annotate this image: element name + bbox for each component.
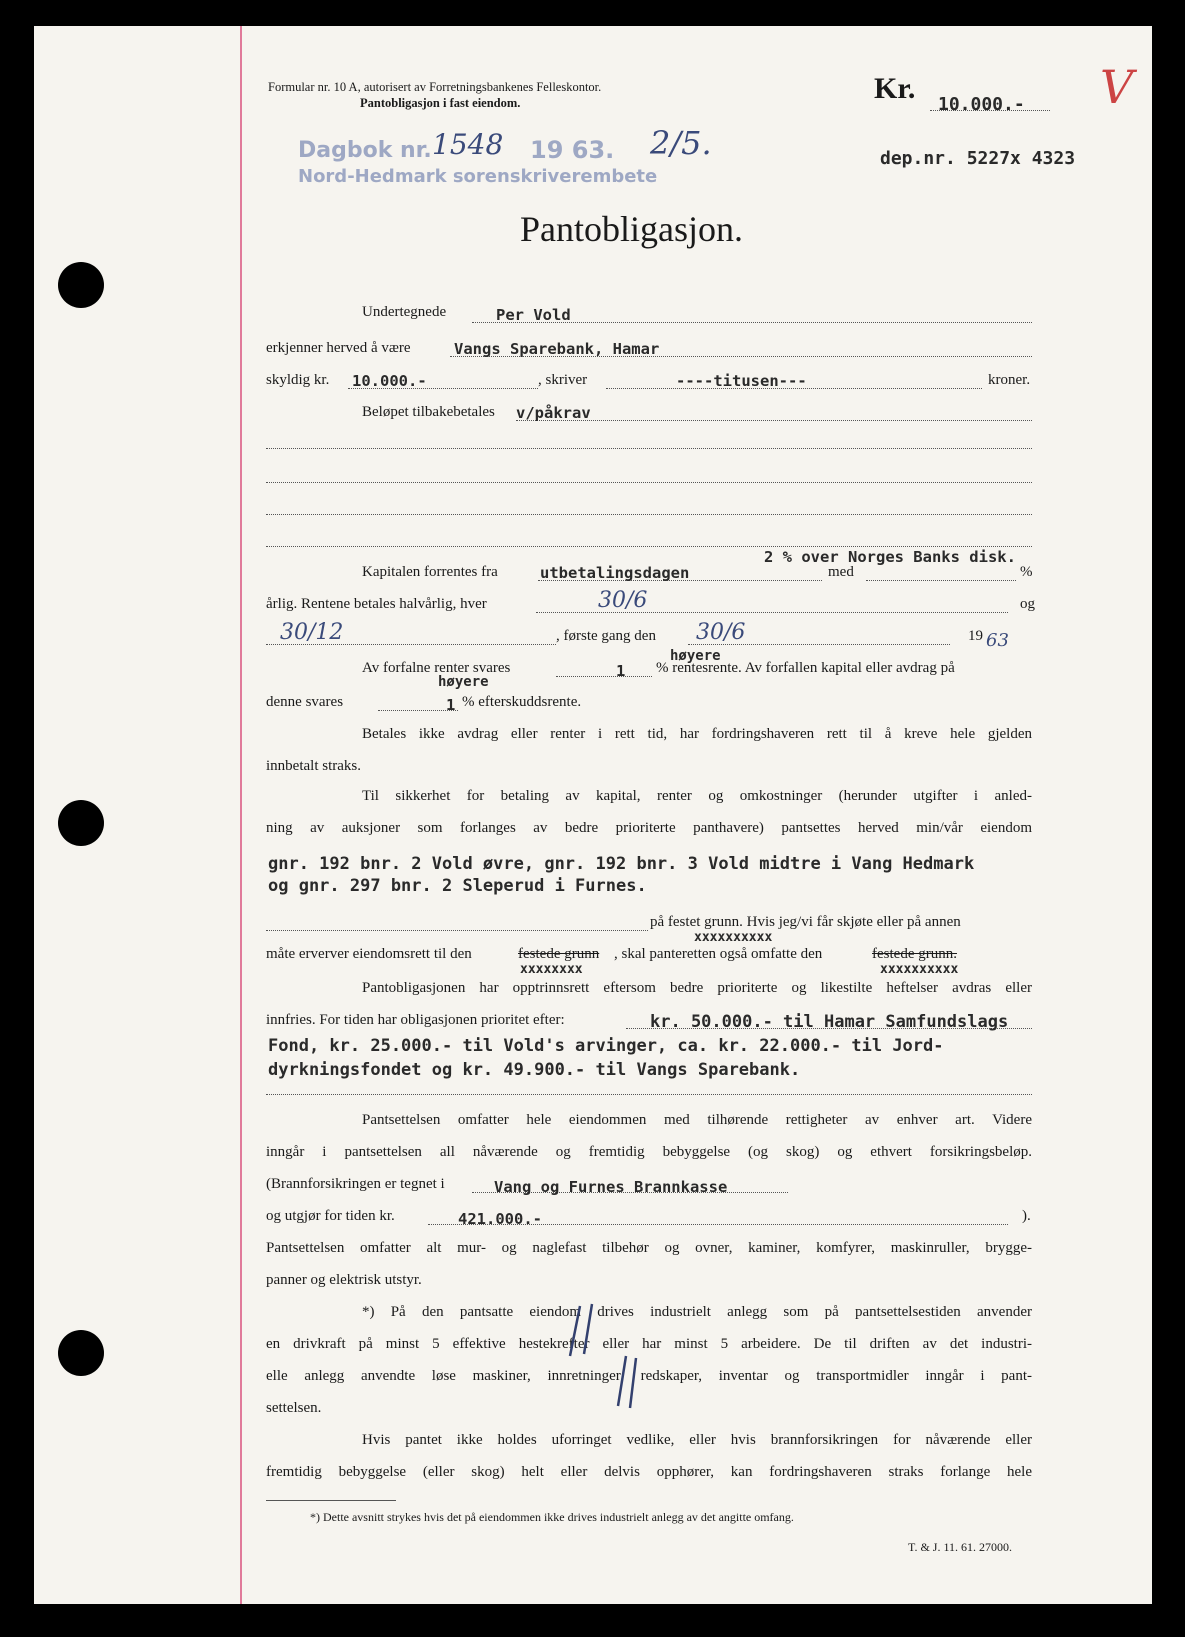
med-label: med (828, 564, 854, 580)
punch-hole (58, 1330, 104, 1376)
industri-line-1: *) På den pantsatte eiendom drives industrielt anlegg som på pantsettelsestiden anvender (362, 1304, 1032, 1320)
rentesrente-label: % rentesrente. Av forfallen kapital eller avdrag på (656, 660, 955, 676)
utgjor-end: ). (1022, 1208, 1031, 1224)
property-line-2: og gnr. 297 bnr. 2 Sleperud i Furnes. (268, 876, 647, 896)
hoyere-1: høyere (670, 648, 721, 664)
utgjor-label: og utgjør for tiden kr. (266, 1208, 395, 1224)
date-3: 30/6 (696, 620, 746, 645)
strike-marks (560, 1296, 650, 1416)
blank-line (266, 514, 1032, 515)
strike-x-2: xxxxxxxx (520, 962, 583, 977)
industri-line-2: en drivkraft på minst 5 effektive hestekrefter eller har minst 5 arbeidere. De til driften av det industri- (266, 1336, 1032, 1352)
vedlike-line-2: fremtidig bebyggelse (eller skog) helt eller delvis opphører, kan fordringshaveren straks forlange hele (266, 1464, 1032, 1480)
punch-hole (58, 262, 104, 308)
grunn-line-2c: , skal panteretten også omfatte den (614, 946, 823, 962)
kapitalen-label: Kapitalen forrentes fra (362, 564, 498, 580)
stamp-date: 2/5. (650, 124, 712, 162)
grunn-line-2a: måte erverver eiendomsrett til den (266, 946, 472, 962)
kapitalen-value: utbetalingsdagen (540, 564, 690, 582)
forste-label: , første gang den (556, 628, 656, 644)
form-header-line2: Pantobligasjon i fast eiendom. (360, 96, 521, 110)
rente1-line (556, 676, 652, 677)
stamp-dagbok-number: 1548 (432, 128, 504, 161)
amount-label: Kr. (874, 72, 916, 105)
prioritet-line-2: innfries. For tiden har obligasjonen prioritet efter: (266, 1012, 565, 1028)
brann-value: Vang og Furnes Brannkasse (494, 1178, 728, 1196)
grunn-line (266, 930, 648, 931)
form-header-line1: Formular nr. 10 A, autorisert av Forretningsbankenes Felleskontor. (268, 80, 602, 94)
prior-value-1: kr. 50.000.- til Hamar Samfundslags (650, 1012, 1009, 1032)
grunn-line-2d: festede grunn. (872, 946, 957, 962)
footnote: *) Dette avsnitt strykes hvis det på eiendommen ikke drives industrielt anlegg av det angitte omfang. (310, 1510, 794, 1524)
med-line (866, 580, 1016, 581)
grunn-line-1: på festet grunn. Hvis jeg/vi får skjøte eller på annen (650, 914, 961, 930)
punch-hole (58, 800, 104, 846)
undertegnede-value: Per Vold (496, 306, 571, 324)
betales-line-2: innbetalt straks. (266, 758, 361, 774)
mur-line-1: Pantsettelsen omfatter alt mur- og naglefast tilbehør og ovner, kaminer, komfyrer, maskinruller, brygge- (266, 1240, 1032, 1256)
sikkerhet-line-1: Til sikkerhet for betaling av kapital, renter og omkostninger (herunder utgifter i anled- (362, 788, 1032, 804)
skriver-value: ----titusen--- (676, 372, 807, 390)
year-prefix: 19 (968, 628, 983, 644)
stamp-year: 19 63. (530, 136, 615, 164)
belopet-label: Beløpet tilbakebetales (362, 404, 495, 420)
sikkerhet-line-2: ning av auksjoner som forlanges av bedre prioriterte panthavere) pantsettes herved min/vår eiendom (266, 820, 1032, 836)
erkjenner-label: erkjenner herved å være (266, 340, 411, 356)
erkjenner-value: Vangs Sparebank, Hamar (454, 340, 660, 358)
strike-x-3: xxxxxxxxxx (880, 962, 959, 977)
mur-line-2: panner og elektrisk utstyr. (266, 1272, 422, 1288)
skyldig-value: 10.000.- (352, 372, 427, 390)
rente-value-2: 1 (446, 696, 456, 714)
blank-line (266, 546, 1032, 547)
skyldig-label: skyldig kr. (266, 372, 330, 388)
prior-value-2: Fond, kr. 25.000.- til Vold's arvinger, ca. kr. 22.000.- til Jord- (268, 1036, 944, 1056)
hoyere-2: høyere (438, 674, 489, 690)
document-title: Pantobligasjon. (520, 209, 743, 249)
year-value: 63 (986, 630, 1009, 651)
date-1: 30/6 (598, 588, 648, 613)
strike-x-1: xxxxxxxxxx (694, 930, 773, 945)
stamp-dagbok-label: Dagbok nr. (298, 138, 432, 163)
blank-line (266, 482, 1032, 483)
stamp-office: Nord-Hedmark sorenskriverembete (298, 166, 658, 187)
omfatter-line-1: Pantsettelsen omfatter hele eiendommen med tilhørende rettigheter av enhver art. Videre (362, 1112, 1032, 1128)
prioritet-end-line (266, 1094, 1032, 1095)
betales-line-1: Betales ikke avdrag eller renter i rett tid, har fordringshaveren rett til å kreve hele gjelden (362, 726, 1032, 742)
skriver-label: , skriver (538, 372, 588, 388)
check-mark: V (1100, 60, 1134, 114)
efterskudd-label: % efterskuddsrente. (462, 694, 582, 710)
brann-label: (Brannforsikringen er tegnet i (266, 1176, 445, 1192)
av-forfalne-label: Av forfalne renter svares (362, 660, 511, 676)
amount-value: 10.000.- (938, 94, 1025, 115)
prior-value-3: dyrkningsfondet og kr. 49.900.- til Vangs Sparebank. (268, 1060, 801, 1080)
interest-extra: 2 % over Norges Banks disk. (764, 548, 1016, 566)
arlig-label: årlig. Rentene betales halvårlig, hver (266, 596, 487, 612)
industri-line-3: elle anlegg anvendte løse maskiner, innretninger, redskaper, inventar og transportmidler inngår i pant- (266, 1368, 1032, 1384)
printer-mark: T. & J. 11. 61. 27000. (908, 1540, 1012, 1554)
industri-line-4: settelsen. (266, 1400, 322, 1416)
blank-line (266, 448, 1032, 449)
rente-value-1: 1 (616, 662, 626, 680)
property-line-1: gnr. 192 bnr. 2 Vold øvre, gnr. 192 bnr. 3 Vold midtre i Vang Hedmark (268, 854, 975, 874)
margin-line (240, 26, 242, 1604)
footnote-rule (266, 1500, 396, 1501)
kroner-label: kroner. (988, 372, 1031, 388)
date-2: 30/12 (280, 620, 344, 645)
vedlike-line-1: Hvis pantet ikke holdes uforringet vedlike, eller hvis brannforsikringen for nåværende eller (362, 1432, 1032, 1448)
utgjor-value: 421.000.- (458, 1210, 542, 1228)
belopet-value: v/påkrav (516, 404, 591, 422)
percent-sign: % (1020, 564, 1033, 580)
omfatter-line-2: inngår i pantsettelsen all nåværende og fremtidig bebyggelse (og skog) og ethvert forsikringsbeløp. (266, 1144, 1032, 1160)
denne-svares-label: denne svares (266, 694, 344, 710)
prioritet-line-1: Pantobligasjonen har opptrinnsrett eftersom bedre prioriterte og likestilte heftelser avdras eller (362, 980, 1032, 996)
og-label: og (1020, 596, 1035, 612)
grunn-line-2b: festede grunn (518, 946, 600, 962)
dep-nr: dep.nr. 5227x 4323 (880, 148, 1076, 169)
belopet-line (516, 420, 1032, 421)
undertegnede-label: Undertegnede (362, 304, 447, 320)
